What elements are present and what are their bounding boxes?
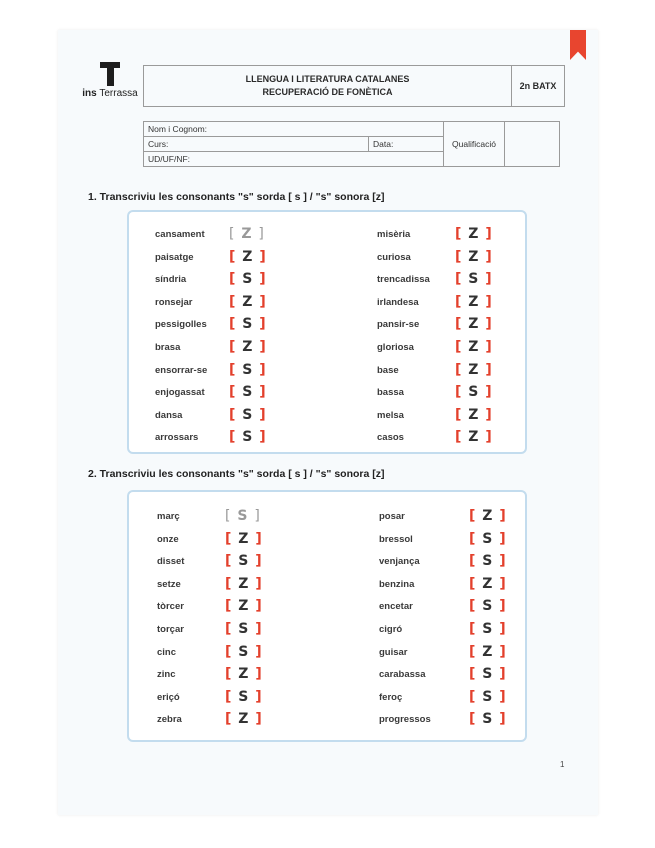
answer-value: Z — [462, 226, 486, 242]
word-label: enjogassat — [155, 387, 205, 399]
bracket-open: [ — [229, 271, 237, 288]
answer-value: Z — [476, 508, 500, 524]
word-label: eriçó — [157, 691, 180, 703]
bracket-open: [ — [469, 621, 477, 637]
bracket-open: [ — [229, 406, 237, 423]
bracket-open: [ — [229, 339, 237, 355]
bracket-close: ] — [259, 248, 267, 265]
answer-field[interactable] — [225, 508, 261, 524]
bracket-close: ] — [259, 339, 267, 355]
bracket-open: [ — [455, 248, 463, 265]
answer-value: S — [232, 688, 256, 705]
word-label: encetar — [379, 601, 413, 613]
answer-field[interactable] — [469, 711, 507, 727]
bracket-open: [ — [455, 339, 463, 355]
word-label: ronsejar — [155, 296, 193, 308]
level-label: 2n BATX — [512, 66, 565, 107]
answer-field[interactable] — [225, 621, 263, 637]
answer-value: Z — [462, 361, 486, 378]
bracket-open: [ — [455, 316, 463, 333]
answer-value: S — [236, 384, 260, 401]
exercise-1-title: 1. Transcriviu les consonants "s" sorda [ s ] / "s" sonora [z] — [88, 191, 385, 203]
bracket-open: [ — [469, 508, 477, 524]
bracket-close: ] — [485, 339, 493, 355]
bracket-close: ] — [499, 666, 507, 683]
answer-field[interactable] — [225, 666, 263, 682]
answer-value: Z — [462, 429, 486, 446]
word-label: trencadissa — [377, 274, 430, 286]
word-label: bressol — [379, 533, 413, 545]
word-label: arrossars — [155, 432, 199, 444]
bracket-close: ] — [259, 384, 267, 401]
bracket-open: [ — [469, 553, 477, 570]
answer-field[interactable] — [469, 576, 507, 592]
word-label: síndria — [155, 274, 187, 286]
word-label: posar — [379, 511, 405, 522]
name-field[interactable]: Nom i Cognom: — [144, 122, 444, 137]
answer-field[interactable] — [455, 339, 493, 355]
bracket-open: [ — [469, 666, 477, 683]
bracket-open: [ — [225, 575, 233, 592]
bracket-close: ] — [485, 429, 493, 446]
logo-t-icon — [80, 60, 140, 88]
answer-value: S — [462, 271, 486, 288]
bracket-open: [ — [455, 384, 463, 401]
answer-value: S — [236, 316, 260, 333]
answer-value: Z — [476, 643, 500, 660]
bracket-close: ] — [499, 643, 507, 660]
date-field[interactable]: Data: — [369, 137, 444, 152]
answer-field[interactable] — [225, 598, 263, 614]
answer-field[interactable] — [229, 384, 267, 400]
bracket-close: ] — [485, 361, 493, 378]
word-label: disset — [157, 556, 185, 568]
answer-value: Z — [232, 598, 256, 615]
word-label: torçar — [157, 624, 184, 635]
bracket-close: ] — [259, 406, 267, 423]
bracket-close: ] — [255, 530, 263, 547]
bracket-open: [ — [455, 429, 463, 446]
bracket-open: [ — [225, 688, 233, 705]
answer-field[interactable] — [469, 531, 507, 547]
bracket-close: ] — [499, 575, 507, 592]
answer-field[interactable] — [229, 249, 267, 265]
bracket-close: ] — [499, 553, 507, 570]
bracket-open: [ — [455, 271, 463, 288]
answer-value: S — [462, 384, 486, 401]
bracket-close: ] — [485, 406, 493, 423]
answer-value: Z — [236, 339, 260, 355]
answer-value: S — [232, 643, 256, 660]
answer-field[interactable] — [455, 316, 493, 332]
school-logo — [80, 60, 140, 99]
header-table — [143, 65, 565, 107]
bracket-open: [ — [229, 316, 237, 333]
answer-value: Z — [232, 530, 256, 547]
answer-value: Z — [462, 293, 486, 310]
word-label: progressos — [379, 714, 431, 726]
bracket-close: ] — [258, 226, 265, 242]
word-label: irlandesa — [377, 296, 419, 308]
bracket-open: [ — [455, 226, 463, 242]
bracket-open: [ — [455, 293, 463, 310]
answer-field[interactable] — [225, 553, 263, 569]
bracket-close: ] — [255, 666, 263, 683]
answer-value: Z — [236, 293, 260, 310]
bracket-close: ] — [255, 553, 263, 570]
answer-value: Z — [232, 666, 256, 683]
bracket-close: ] — [259, 271, 267, 288]
bracket-open: [ — [229, 361, 237, 378]
answer-value: S — [236, 271, 260, 288]
answer-value: Z — [232, 711, 256, 728]
bracket-open: [ — [225, 553, 233, 570]
answer-field[interactable] — [225, 576, 263, 592]
word-label: dansa — [155, 409, 183, 421]
answer-value: S — [231, 508, 255, 524]
word-label: bassa — [377, 387, 404, 399]
bracket-close: ] — [259, 316, 267, 333]
answer-field[interactable] — [455, 384, 493, 400]
answer-field[interactable] — [469, 666, 507, 682]
answer-field[interactable] — [469, 553, 507, 569]
bracket-open: [ — [469, 688, 477, 705]
school-name: ins Terrassa — [82, 88, 138, 99]
answer-field[interactable] — [229, 339, 267, 355]
bracket-open: [ — [469, 530, 477, 547]
bracket-close: ] — [499, 711, 507, 728]
bracket-close: ] — [254, 508, 261, 524]
bracket-open: [ — [229, 248, 237, 265]
answer-value: S — [236, 361, 260, 378]
answer-field[interactable] — [455, 429, 493, 445]
bracket-close: ] — [485, 248, 493, 265]
bracket-close: ] — [259, 429, 267, 446]
answer-field[interactable] — [229, 429, 267, 445]
answer-field[interactable] — [455, 407, 493, 423]
bracket-open: [ — [455, 361, 463, 378]
answer-field[interactable] — [225, 644, 263, 660]
answer-field[interactable] — [469, 644, 507, 660]
bracket-open: [ — [225, 711, 233, 728]
bracket-open: [ — [225, 621, 233, 637]
course-field[interactable]: Curs: — [144, 137, 369, 152]
answer-field[interactable] — [229, 407, 267, 423]
answer-field[interactable] — [455, 271, 493, 287]
answer-value: S — [476, 711, 500, 728]
word-label: cigró — [379, 624, 403, 635]
word-label: cinc — [157, 646, 177, 658]
answer-field[interactable] — [455, 226, 493, 242]
answer-value: Z — [232, 575, 256, 592]
unit-field[interactable]: UD/UF/NF: — [144, 152, 444, 167]
answer-value: S — [476, 688, 500, 705]
answer-field[interactable] — [455, 249, 493, 265]
page-number: 1 — [560, 760, 565, 769]
bracket-open: [ — [469, 711, 477, 728]
word-label: tòrcer — [157, 601, 184, 613]
answer-field[interactable] — [469, 598, 507, 614]
bracket-close: ] — [255, 643, 263, 660]
bracket-close: ] — [255, 575, 263, 592]
answer-value: S — [476, 598, 500, 615]
bracket-close: ] — [259, 293, 267, 310]
bracket-close: ] — [485, 271, 493, 288]
answer-value: S — [236, 429, 260, 446]
word-label: zebra — [157, 714, 182, 726]
answer-value: S — [232, 553, 256, 570]
word-label: carabassa — [379, 669, 426, 681]
word-label: onze — [157, 533, 179, 545]
word-label: paisatge — [155, 251, 194, 263]
word-label: pessigolles — [155, 319, 207, 331]
bracket-open: [ — [225, 530, 233, 547]
bracket-close: ] — [255, 711, 263, 728]
answer-value: S — [476, 621, 500, 637]
bracket-close: ] — [485, 384, 493, 401]
bracket-open: [ — [229, 226, 236, 242]
word-label: gloriosa — [377, 342, 414, 353]
bracket-open: [ — [469, 575, 477, 592]
word-label: zinc — [157, 669, 176, 681]
bracket-open: [ — [229, 384, 237, 401]
student-info-table — [143, 121, 560, 167]
answer-field[interactable] — [229, 271, 267, 287]
word-label: ensorrar-se — [155, 364, 208, 376]
bracket-close: ] — [255, 688, 263, 705]
answer-value: Z — [476, 575, 500, 592]
answer-field[interactable] — [455, 294, 493, 310]
answer-value: S — [236, 406, 260, 423]
exercise-2-title: 2. Transcriviu les consonants "s" sorda [ s ] / "s" sonora [z] — [88, 468, 385, 480]
answer-value: Z — [235, 226, 259, 242]
answer-value: S — [232, 621, 256, 637]
bracket-open: [ — [225, 598, 233, 615]
answer-field[interactable] — [469, 689, 507, 705]
answer-field[interactable] — [229, 362, 267, 378]
word-label: feroç — [379, 691, 403, 703]
bracket-close: ] — [255, 598, 263, 615]
bracket-open: [ — [225, 666, 233, 683]
exercise-1-box — [127, 210, 527, 454]
exercise-2-box — [127, 490, 527, 742]
bracket-close: ] — [259, 361, 267, 378]
bracket-close: ] — [485, 316, 493, 333]
bracket-close: ] — [499, 530, 507, 547]
answer-value: Z — [462, 406, 486, 423]
answer-field[interactable] — [229, 226, 265, 242]
word-label: guisar — [379, 646, 408, 658]
answer-value: S — [476, 530, 500, 547]
bracket-close: ] — [499, 688, 507, 705]
grade-field[interactable] — [505, 122, 560, 167]
answer-value: Z — [462, 316, 486, 333]
bracket-close: ] — [499, 508, 507, 524]
bracket-close: ] — [255, 621, 263, 637]
answer-value: S — [476, 666, 500, 683]
answer-field[interactable] — [455, 362, 493, 378]
word-label: brasa — [155, 342, 181, 353]
word-label: melsa — [377, 409, 404, 421]
bracket-close: ] — [485, 293, 493, 310]
answer-value: Z — [462, 248, 486, 265]
answer-field[interactable] — [469, 508, 507, 524]
grade-label: Qualificació — [444, 122, 505, 167]
answer-field[interactable] — [229, 316, 267, 332]
word-label: curiosa — [377, 251, 411, 263]
answer-field[interactable] — [225, 711, 263, 727]
word-label: pansir-se — [377, 319, 420, 331]
word-label: venjança — [379, 556, 420, 568]
word-label: cansament — [155, 229, 205, 240]
answer-value: Z — [462, 339, 486, 355]
answer-field[interactable] — [225, 531, 263, 547]
bracket-open: [ — [229, 429, 237, 446]
bracket-open: [ — [229, 293, 237, 310]
bracket-open: [ — [455, 406, 463, 423]
subject-title: LLENGUA I LITERATURA CATALANES RECUPERACIÓ DE FONÈTICA — [144, 66, 512, 107]
word-label: benzina — [379, 578, 415, 590]
word-label: base — [377, 364, 399, 376]
bracket-close: ] — [499, 621, 507, 637]
answer-field[interactable] — [469, 621, 507, 637]
answer-field[interactable] — [229, 294, 267, 310]
bracket-close: ] — [485, 226, 493, 242]
bracket-open: [ — [225, 508, 232, 524]
bracket-close: ] — [499, 598, 507, 615]
bracket-open: [ — [469, 643, 477, 660]
bracket-open: [ — [225, 643, 233, 660]
word-label: setze — [157, 578, 181, 590]
word-label: misèria — [377, 229, 411, 240]
answer-value: Z — [236, 248, 260, 265]
word-label: casos — [377, 432, 404, 444]
word-label: març — [157, 511, 180, 522]
bracket-open: [ — [469, 598, 477, 615]
answer-value: S — [476, 553, 500, 570]
answer-field[interactable] — [225, 689, 263, 705]
